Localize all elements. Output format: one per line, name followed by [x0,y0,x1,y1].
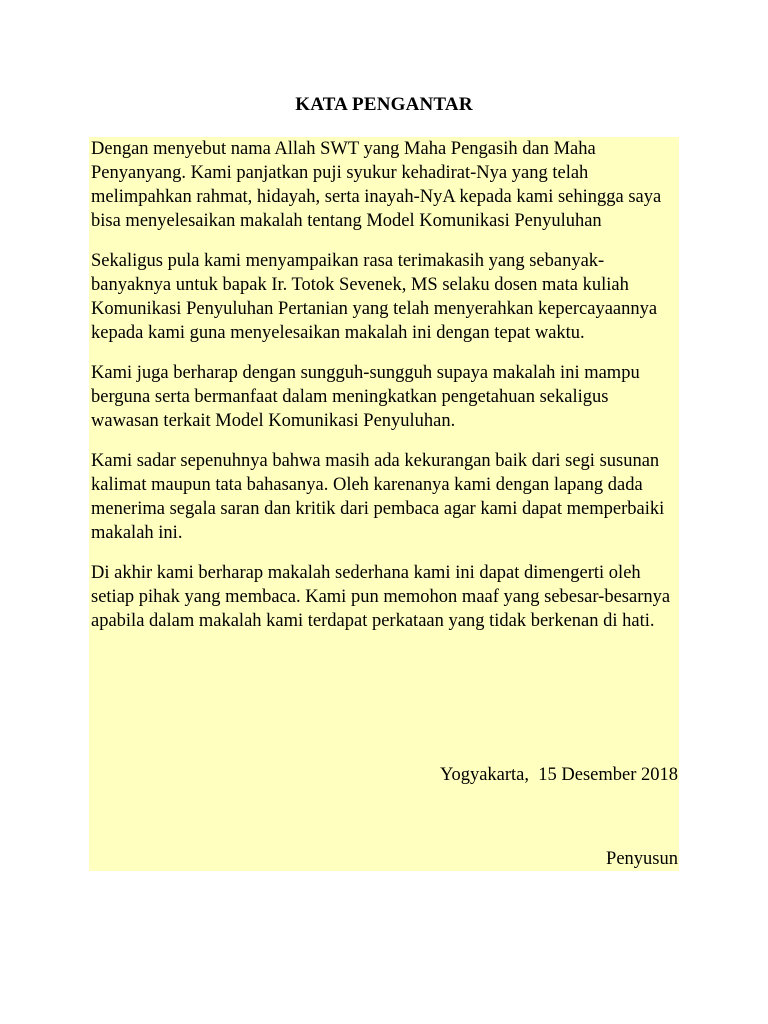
signer-name: Penyusun [606,849,678,869]
paragraph-2: Sekaligus pula kami menyampaikan rasa terimakasih yang sebanyak-banyaknya untuk bapak Ir. Totok Sevenek, MS selaku dosen mata kuliah Komunikasi Penyuluhan Pertanian yang telah menyerahkan kepercayaannya kepada kami guna menyelesaikan makalah ini dengan tepat waktu. [91,251,658,343]
place-date: Yogyakarta, 15 Desember 2018 [439,765,678,785]
paragraph-4: Kami sadar sepenuhnya bahwa masih ada kekurangan baik dari segi susunan kalimat maupun tata bahasanya. Oleh karenanya kami dengan lapang dada menerima segala saran dan kritik dari pembaca agar kami dapat memperbaiki makalah ini. [91,451,665,543]
body-text [91,137,679,649]
paragraph-3: Kami juga berharap dengan sungguh-sungguh supaya makalah ini mampu berguna serta bermanfaat dalam meningkatkan pengetahuan sekaligus wawasan terkait Model Komunikasi Penyuluhan. [91,363,640,431]
paragraph-1: Dengan menyebut nama Allah SWT yang Maha Pengasih dan Maha Penyanyang. Kami panjatkan puji syukur kehadirat-Nya yang telah melimpahkan rahmat, hidayah, serta inayah-NyA kepada kami sehingga saya bisa menyelesaikan makalah tentang Model Komunikasi Penyuluhan [91,139,662,231]
paragraph-5: Di akhir kami berharap makalah sederhana kami ini dapat dimengerti oleh setiap pihak yang membaca. Kami pun memohon maaf yang sebesar-besarnya apabila dalam makalah kami terdapat perkataan yang tidak berkenan di hati. [91,563,671,631]
page-title: KATA PENGANTAR [295,94,473,115]
